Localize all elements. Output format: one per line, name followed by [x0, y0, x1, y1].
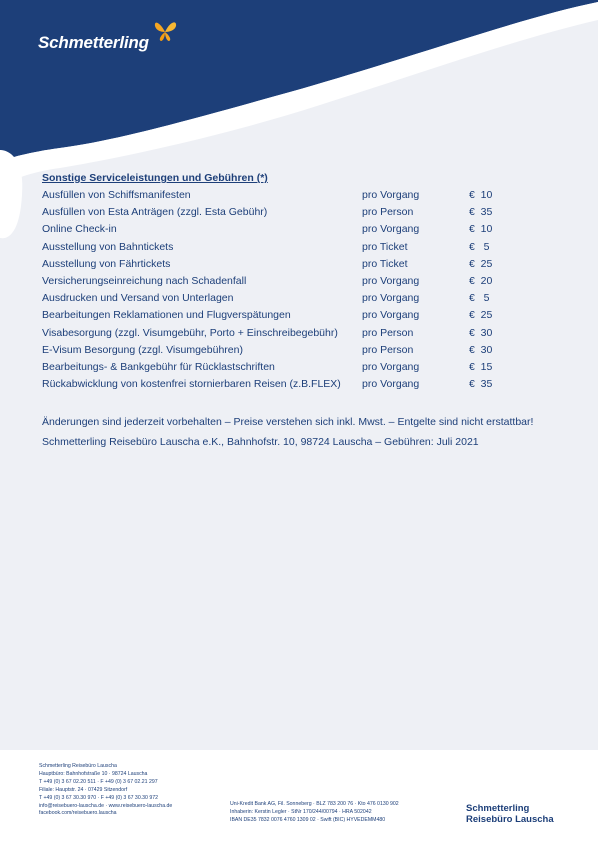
- footer-contact-line: Schmetterling Reisebüro Lauscha: [39, 763, 117, 769]
- service-name: Bearbeitungs- & Bankgebühr für Rücklastschriften: [42, 360, 275, 373]
- service-row: [42, 376, 562, 393]
- footer-contact: [39, 763, 172, 818]
- service-row: [42, 239, 562, 256]
- footer-contact-line: facebook.com/reisebuero.lauscha: [39, 810, 117, 817]
- service-price: € 5: [469, 240, 490, 253]
- service-price: € 10: [469, 223, 493, 236]
- services-section: [42, 172, 562, 452]
- footer-contact-line: T +49 (0) 3 67 02.20 511 · F +49 (0) 3 67 02.21 297: [39, 778, 158, 785]
- service-row: [42, 325, 562, 342]
- service-name: Ausstellung von Fährtickets: [42, 257, 171, 270]
- service-unit: pro Ticket: [362, 240, 408, 253]
- footer-contact-line: Filiale: Hauptstr. 24 · 07429 Sitzendorf: [39, 786, 128, 793]
- footer-brand-line: Schmetterling: [466, 803, 530, 814]
- service-unit: pro Ticket: [362, 257, 408, 270]
- service-price: € 5: [469, 292, 490, 305]
- company-note: Schmetterling Reisebüro Lauscha e.K., Bahnhofstr. 10, 98724 Lauscha – Gebühren: Juli 2021: [42, 436, 479, 449]
- service-row: [42, 290, 562, 307]
- footer-contact-line: Hauptbüro: Bahnhofstraße 10 · 98724 Lauscha: [39, 770, 148, 777]
- notes: [42, 412, 562, 452]
- service-price: € 35: [469, 206, 493, 219]
- service-unit: pro Vorgang: [362, 223, 420, 236]
- service-row: [42, 273, 562, 290]
- footer-brand-line: Reisebüro Lauscha: [466, 814, 554, 825]
- service-name: Ausstellung von Bahntickets: [42, 240, 174, 253]
- service-name: Versicherungseinreichung nach Schadenfall: [42, 274, 247, 287]
- footer-contact-line: info@reisebuero-lauscha.de · www.reisebuero-lauscha.de: [39, 802, 173, 809]
- service-row: [42, 256, 562, 273]
- brand-logo: Schmetterling: [38, 33, 149, 52]
- footer-bank-line: Uni-Kredit Bank AG, Fil. Sonneberg · BLZ 783 200 76 · Kto 476 0130 902: [230, 801, 399, 807]
- service-unit: pro Person: [362, 206, 414, 219]
- service-name: Bearbeitungen Reklamationen und Flugverspätungen: [42, 309, 291, 322]
- service-price: € 30: [469, 343, 493, 356]
- service-name: Online Check-in: [42, 223, 117, 236]
- service-unit: pro Person: [362, 343, 414, 356]
- service-unit: pro Vorgang: [362, 360, 420, 373]
- footer-bank: [230, 801, 399, 825]
- service-row: [42, 342, 562, 359]
- service-name: Ausdrucken und Versand von Unterlagen: [42, 292, 234, 305]
- service-unit: pro Vorgang: [362, 309, 420, 322]
- service-name: E-Visum Besorgung (zzgl. Visumgebühren): [42, 343, 243, 356]
- service-price: € 20: [469, 274, 493, 287]
- service-name: Ausfüllen von Esta Anträgen (zzgl. Esta Gebühr): [42, 206, 268, 219]
- service-row: [42, 187, 562, 204]
- service-unit: pro Vorgang: [362, 274, 420, 287]
- service-price: € 15: [469, 360, 493, 373]
- service-row: [42, 204, 562, 221]
- service-name: Ausfüllen von Schiffsmanifesten: [42, 189, 191, 201]
- service-name: Rückabwicklung von kostenfrei stornierbaren Reisen (z.B.FLEX): [42, 378, 341, 391]
- footer-bank-line: IBAN DE35 7832 0076 4760 1309 02 · Swift (BIC) HYVEDEMM480: [230, 816, 386, 823]
- footer-contact-line: T +49 (0) 3 67 30.30 970 · F +49 (0) 3 67 30.30 972: [39, 794, 159, 801]
- disclaimer-note: Änderungen sind jederzeit vorbehalten – Preise verstehen sich inkl. Mwst. – Entgelte sind nicht erstattbar!: [42, 416, 534, 429]
- butterfly-icon: [152, 18, 178, 44]
- service-price: € 25: [469, 257, 493, 270]
- footer-bank-line: Inhaberin: Kerstin Legler · StNr 170/244/00794 · HRA 502042: [230, 808, 372, 815]
- service-unit: pro Vorgang: [362, 378, 420, 391]
- service-unit: pro Person: [362, 326, 414, 339]
- service-price: € 25: [469, 309, 493, 322]
- service-price: € 10: [469, 189, 493, 201]
- service-price: € 30: [469, 326, 493, 339]
- footer-brand: [466, 803, 554, 825]
- service-row: [42, 307, 562, 324]
- service-row: [42, 221, 562, 238]
- service-list: [42, 187, 562, 393]
- service-name: Visabesorgung (zzgl. Visumgebühr, Porto + Einschreibegebühr): [42, 326, 338, 339]
- service-unit: pro Vorgang: [362, 189, 420, 201]
- service-price: € 35: [469, 378, 493, 391]
- service-unit: pro Vorgang: [362, 292, 420, 305]
- section-heading: Sonstige Serviceleistungen und Gebühren (*): [42, 172, 268, 184]
- service-row: [42, 359, 562, 376]
- footer: [0, 750, 598, 843]
